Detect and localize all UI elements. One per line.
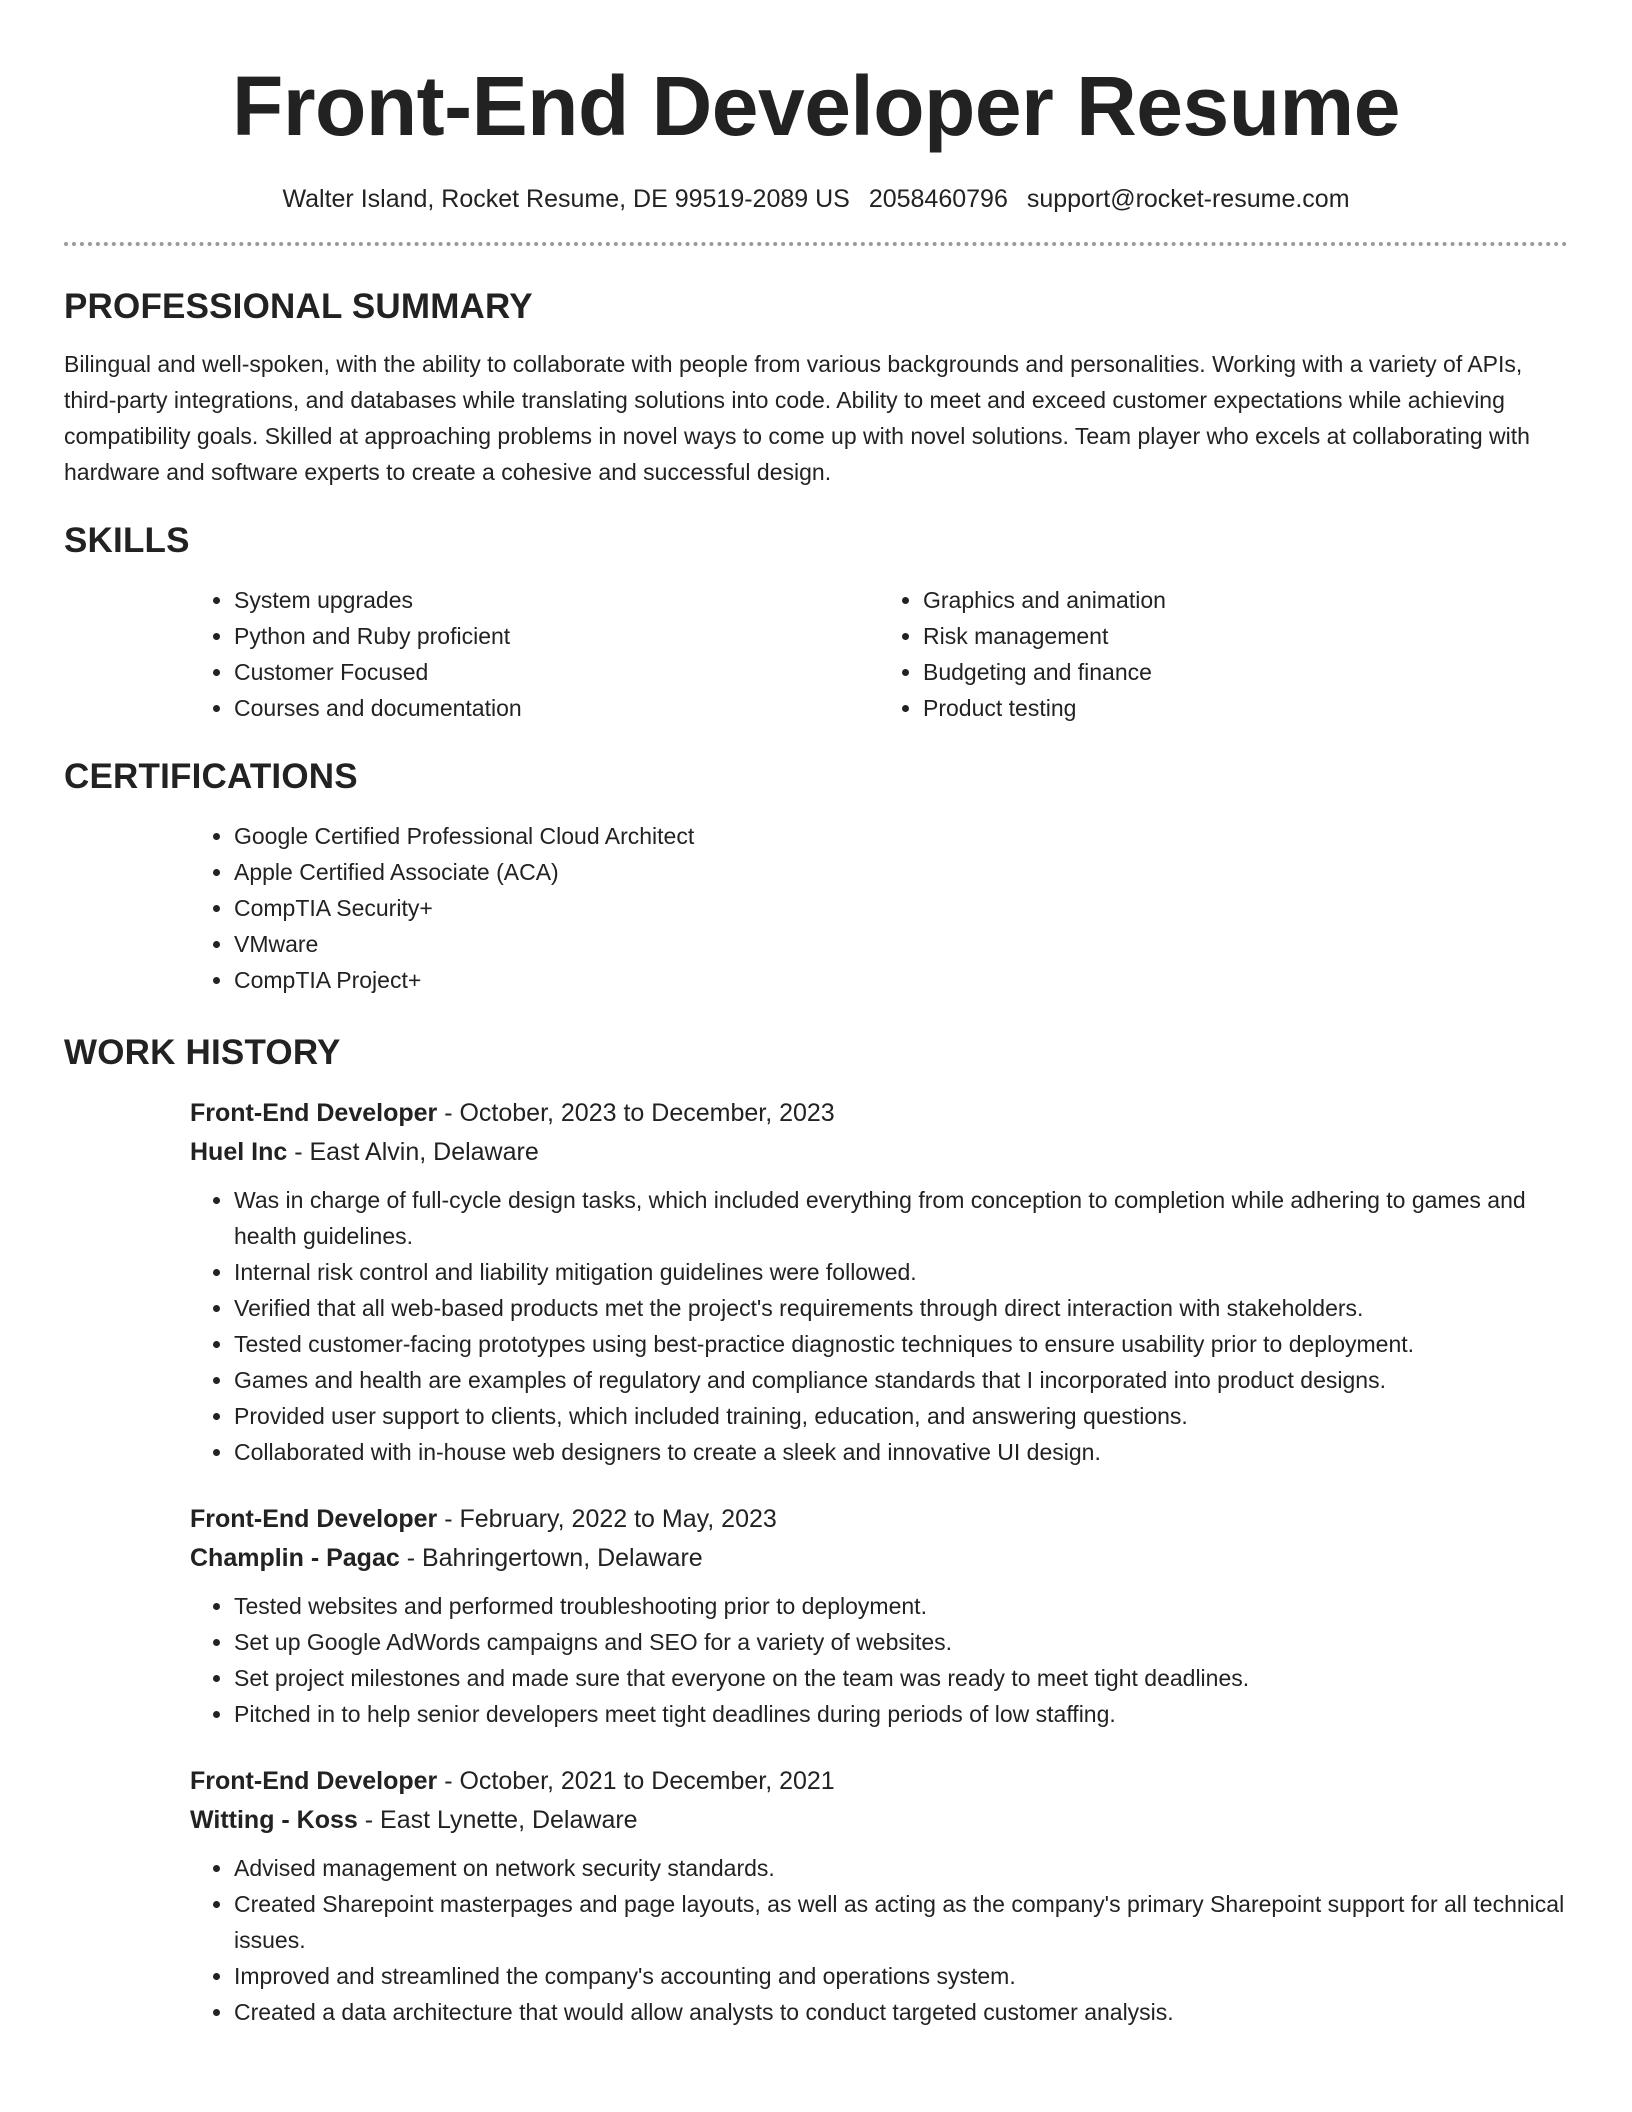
summary-heading: PROFESSIONAL SUMMARY (64, 287, 533, 326)
job-company: Huel Inc (190, 1138, 288, 1166)
summary-text: Bilingual and well-spoken, with the ability to collaborate with people from various backgrounds and personalities. Working with a variety of APIs, third-party integrations, and databases while translating solutions into code. Ability to meet and exceed customer expectations while achieving compatibility goals. Skilled at approaching problems in novel ways to come up with novel solutions. Team player who excels at collaborating with hardware and software experts to create a cohesive and successful design. (64, 351, 1530, 485)
job-bullet: • Advised management on network security standards. (234, 1850, 1568, 1886)
job-entry (190, 1762, 1568, 2030)
job-company-line (190, 1800, 1568, 1840)
skill-item: • Python and Ruby proficient (234, 618, 879, 654)
job-company: Champlin - Pagac (190, 1544, 400, 1572)
header-divider (64, 242, 1568, 246)
skill-item: • Courses and documentation (234, 690, 879, 726)
job-bullets (190, 1850, 1568, 2030)
job-bullet: • Created Sharepoint masterpages and page layouts, as well as acting as the company's primary Sharepoint support for all technical issues. (234, 1886, 1568, 1958)
job-company-line (190, 1132, 1568, 1172)
job-dates: - October, 2023 to December, 2023 (437, 1099, 835, 1127)
resume-title: Front-End Developer Resume (232, 59, 1400, 153)
job-title-line (190, 1762, 1568, 1800)
certification-item: • CompTIA Project+ (234, 962, 1568, 998)
job-bullet: • Tested websites and performed troubleshooting prior to deployment. (234, 1588, 1568, 1624)
job-bullets (190, 1182, 1568, 1470)
summary-section (64, 286, 1568, 490)
job-dates: - February, 2022 to May, 2023 (437, 1505, 777, 1533)
job-bullet: • Games and health are examples of regulatory and compliance standards that I incorporated into product designs. (234, 1362, 1568, 1398)
job-entry (190, 1094, 1568, 1470)
job-bullet: • Created a data architecture that would allow analysts to conduct targeted customer analysis. (234, 1994, 1568, 2030)
job-bullet: • Provided user support to clients, which included training, education, and answering questions. (234, 1398, 1568, 1434)
skill-item: • Customer Focused (234, 654, 879, 690)
skills-left-list (190, 582, 879, 726)
certification-item: • Google Certified Professional Cloud Architect (234, 818, 1568, 854)
skill-item: • Product testing (923, 690, 1568, 726)
skill-item: • Graphics and animation (923, 582, 1568, 618)
contact-email: support@rocket-resume.com (1026, 185, 1350, 213)
skills-section (64, 520, 1568, 726)
job-location: - East Alvin, Delaware (287, 1138, 539, 1166)
certification-item: • CompTIA Security+ (234, 890, 1568, 926)
job-title: Front-End Developer (190, 1099, 438, 1127)
job-company-line (190, 1538, 1568, 1578)
job-bullet: • Set up Google AdWords campaigns and SEO for a variety of websites. (234, 1624, 1568, 1660)
skills-right-list (879, 582, 1568, 726)
job-dates: - October, 2021 to December, 2021 (437, 1767, 835, 1795)
job-bullets (190, 1588, 1568, 1732)
contact-line (64, 182, 1568, 216)
job-location: - Bahringertown, Delaware (399, 1544, 703, 1572)
contact-phone: 2058460796 (868, 185, 1008, 213)
job-bullet: • Verified that all web-based products met the project's requirements through direct interaction with stakeholders. (234, 1290, 1568, 1326)
job-bullet: • Improved and streamlined the company's accounting and operations system. (234, 1958, 1568, 1994)
job-bullet: • Internal risk control and liability mitigation guidelines were followed. (234, 1254, 1568, 1290)
job-bullet: • Collaborated with in-house web designers to create a sleek and innovative UI design. (234, 1434, 1568, 1470)
skill-item: • Budgeting and finance (923, 654, 1568, 690)
job-company: Witting - Koss (190, 1806, 358, 1834)
skill-item: • System upgrades (234, 582, 879, 618)
job-title: Front-End Developer (190, 1767, 438, 1795)
job-location: - East Lynette, Delaware (357, 1806, 638, 1834)
job-bullet: • Set project milestones and made sure that everyone on the team was ready to meet tight deadlines. (234, 1660, 1568, 1696)
work-history-section (64, 1032, 1568, 2030)
job-bullet: • Tested customer-facing prototypes using best-practice diagnostic techniques to ensure usability prior to deployment. (234, 1326, 1568, 1362)
work-history-heading: WORK HISTORY (64, 1033, 341, 1072)
certifications-heading: CERTIFICATIONS (64, 757, 358, 796)
job-bullet: • Was in charge of full-cycle design tasks, which included everything from conception to completion while adhering to games and health guidelines. (234, 1182, 1568, 1254)
resume-page (64, 0, 1568, 2030)
job-title-line (190, 1094, 1568, 1132)
certifications-section (64, 756, 1568, 998)
certification-item: • Apple Certified Associate (ACA) (234, 854, 1568, 890)
contact-address: Walter Island, Rocket Resume, DE 99519-2089 US (282, 185, 850, 213)
job-title: Front-End Developer (190, 1505, 438, 1533)
job-bullet: • Pitched in to help senior developers meet tight deadlines during periods of low staffing. (234, 1696, 1568, 1732)
job-title-line (190, 1500, 1568, 1538)
certifications-list (190, 818, 1568, 998)
job-entry (190, 1500, 1568, 1732)
skills-grid (190, 582, 1568, 726)
certification-item: • VMware (234, 926, 1568, 962)
skill-item: • Risk management (923, 618, 1568, 654)
skills-heading: SKILLS (64, 521, 190, 560)
